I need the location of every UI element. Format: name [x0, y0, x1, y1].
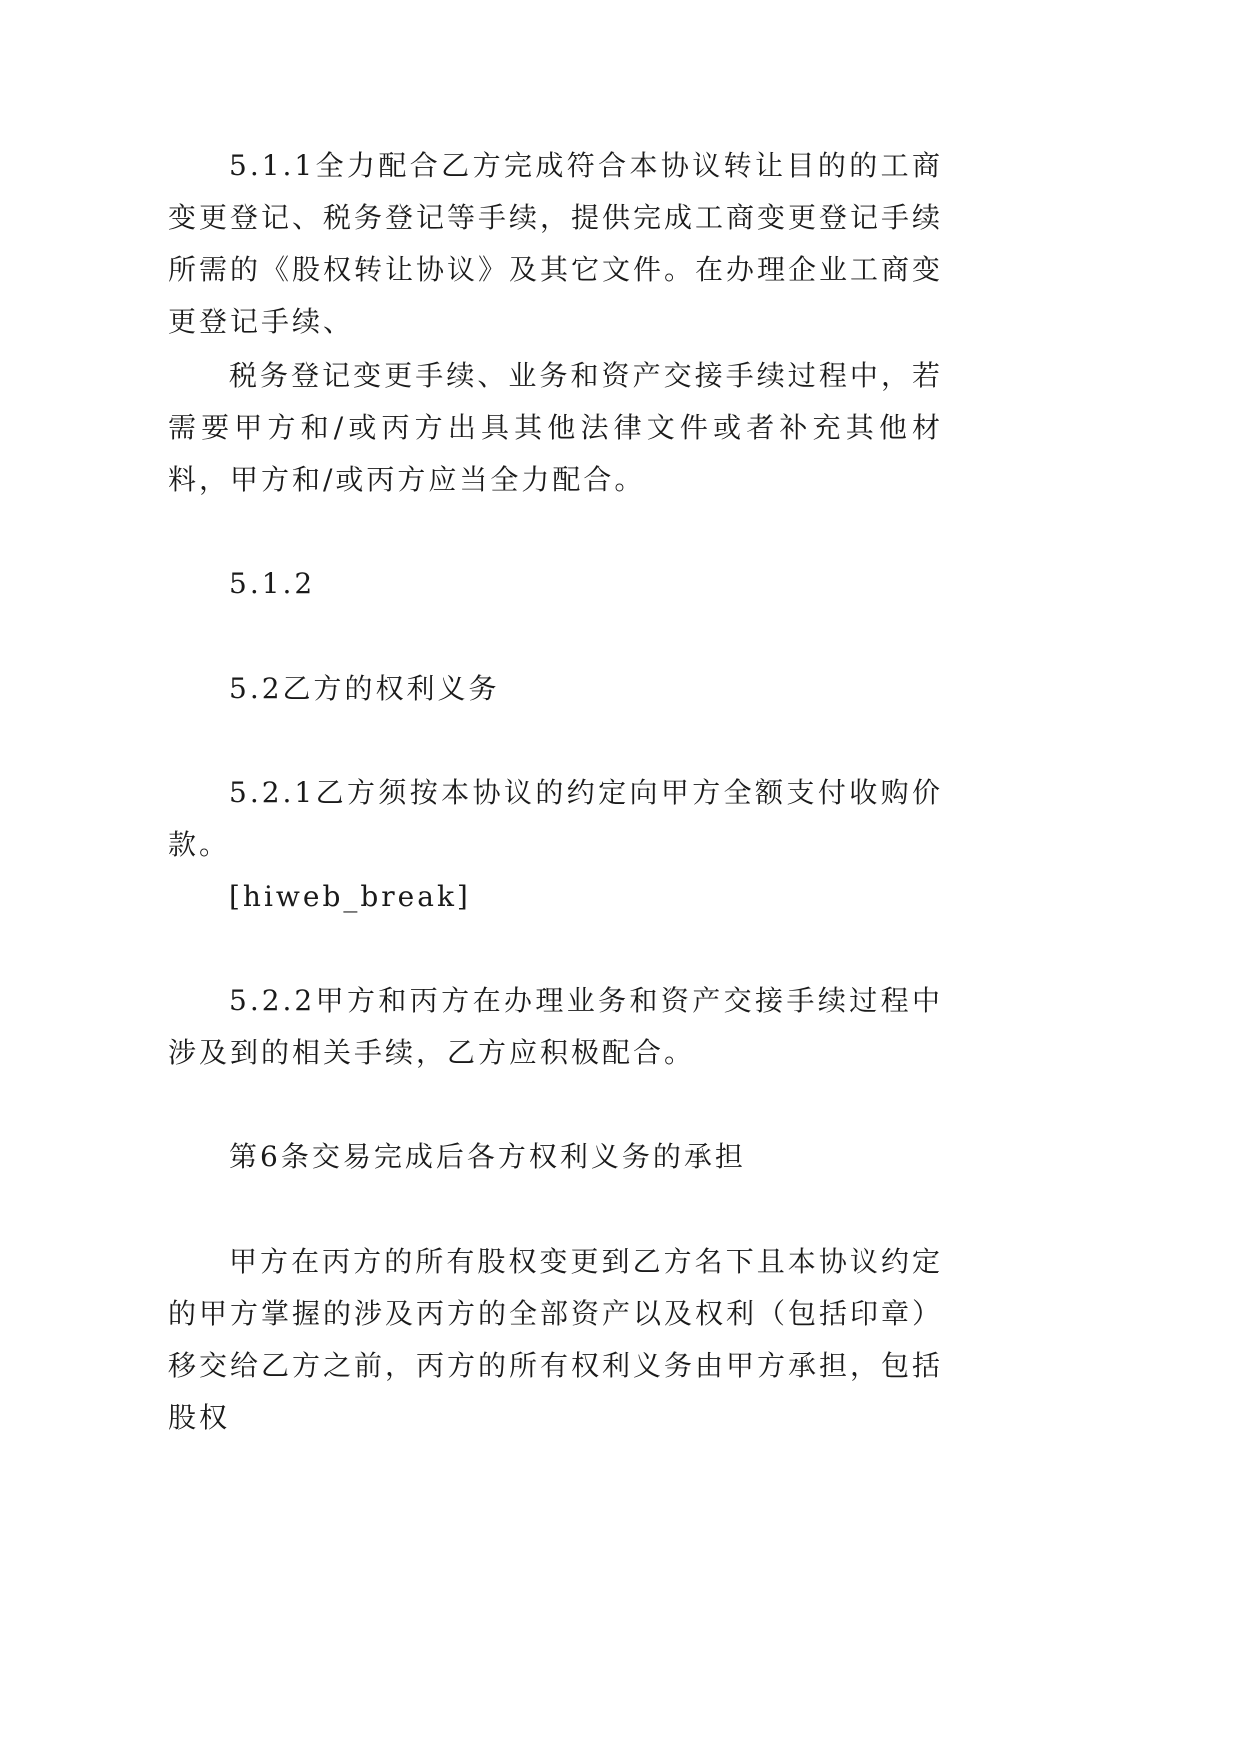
clause-5-2-2-paragraph: 5.2.2甲方和丙方在办理业务和资产交接手续过程中涉及到的相关手续，乙方应积极配合。	[168, 984, 943, 1069]
clause-5-1-1-continuation-paragraph: 税务登记变更手续、业务和资产交接手续过程中，若需要甲方和/或丙方出具其他法律文件或者补充其他材料，甲方和/或丙方应当全力配合。	[168, 359, 943, 496]
article-6-heading: 第6条交易完成后各方权利义务的承担	[229, 1140, 746, 1173]
page-break-marker: [hiweb_break]	[229, 880, 471, 913]
clause-5-1-2-paragraph: 5.1.2	[229, 567, 316, 600]
article-6-body-paragraph: 甲方在丙方的所有股权变更到乙方名下且本协议约定的甲方掌握的涉及丙方的全部资产以及权利（包括印章）移交给乙方之前，丙方的所有权利义务由甲方承担，包括股权	[168, 1245, 944, 1434]
section-5-2-heading: 5.2乙方的权利义务	[229, 672, 500, 705]
clause-5-1-1-paragraph: 5.1.1全力配合乙方完成符合本协议转让目的的工商变更登记、税务登记等手续，提供完成工商变更登记手续所需的《股权转让协议》及其它文件。在办理企业工商变更登记手续、	[168, 149, 944, 338]
clause-5-2-1-paragraph: 5.2.1乙方须按本协议的约定向甲方全额支付收购价款。	[168, 776, 943, 861]
